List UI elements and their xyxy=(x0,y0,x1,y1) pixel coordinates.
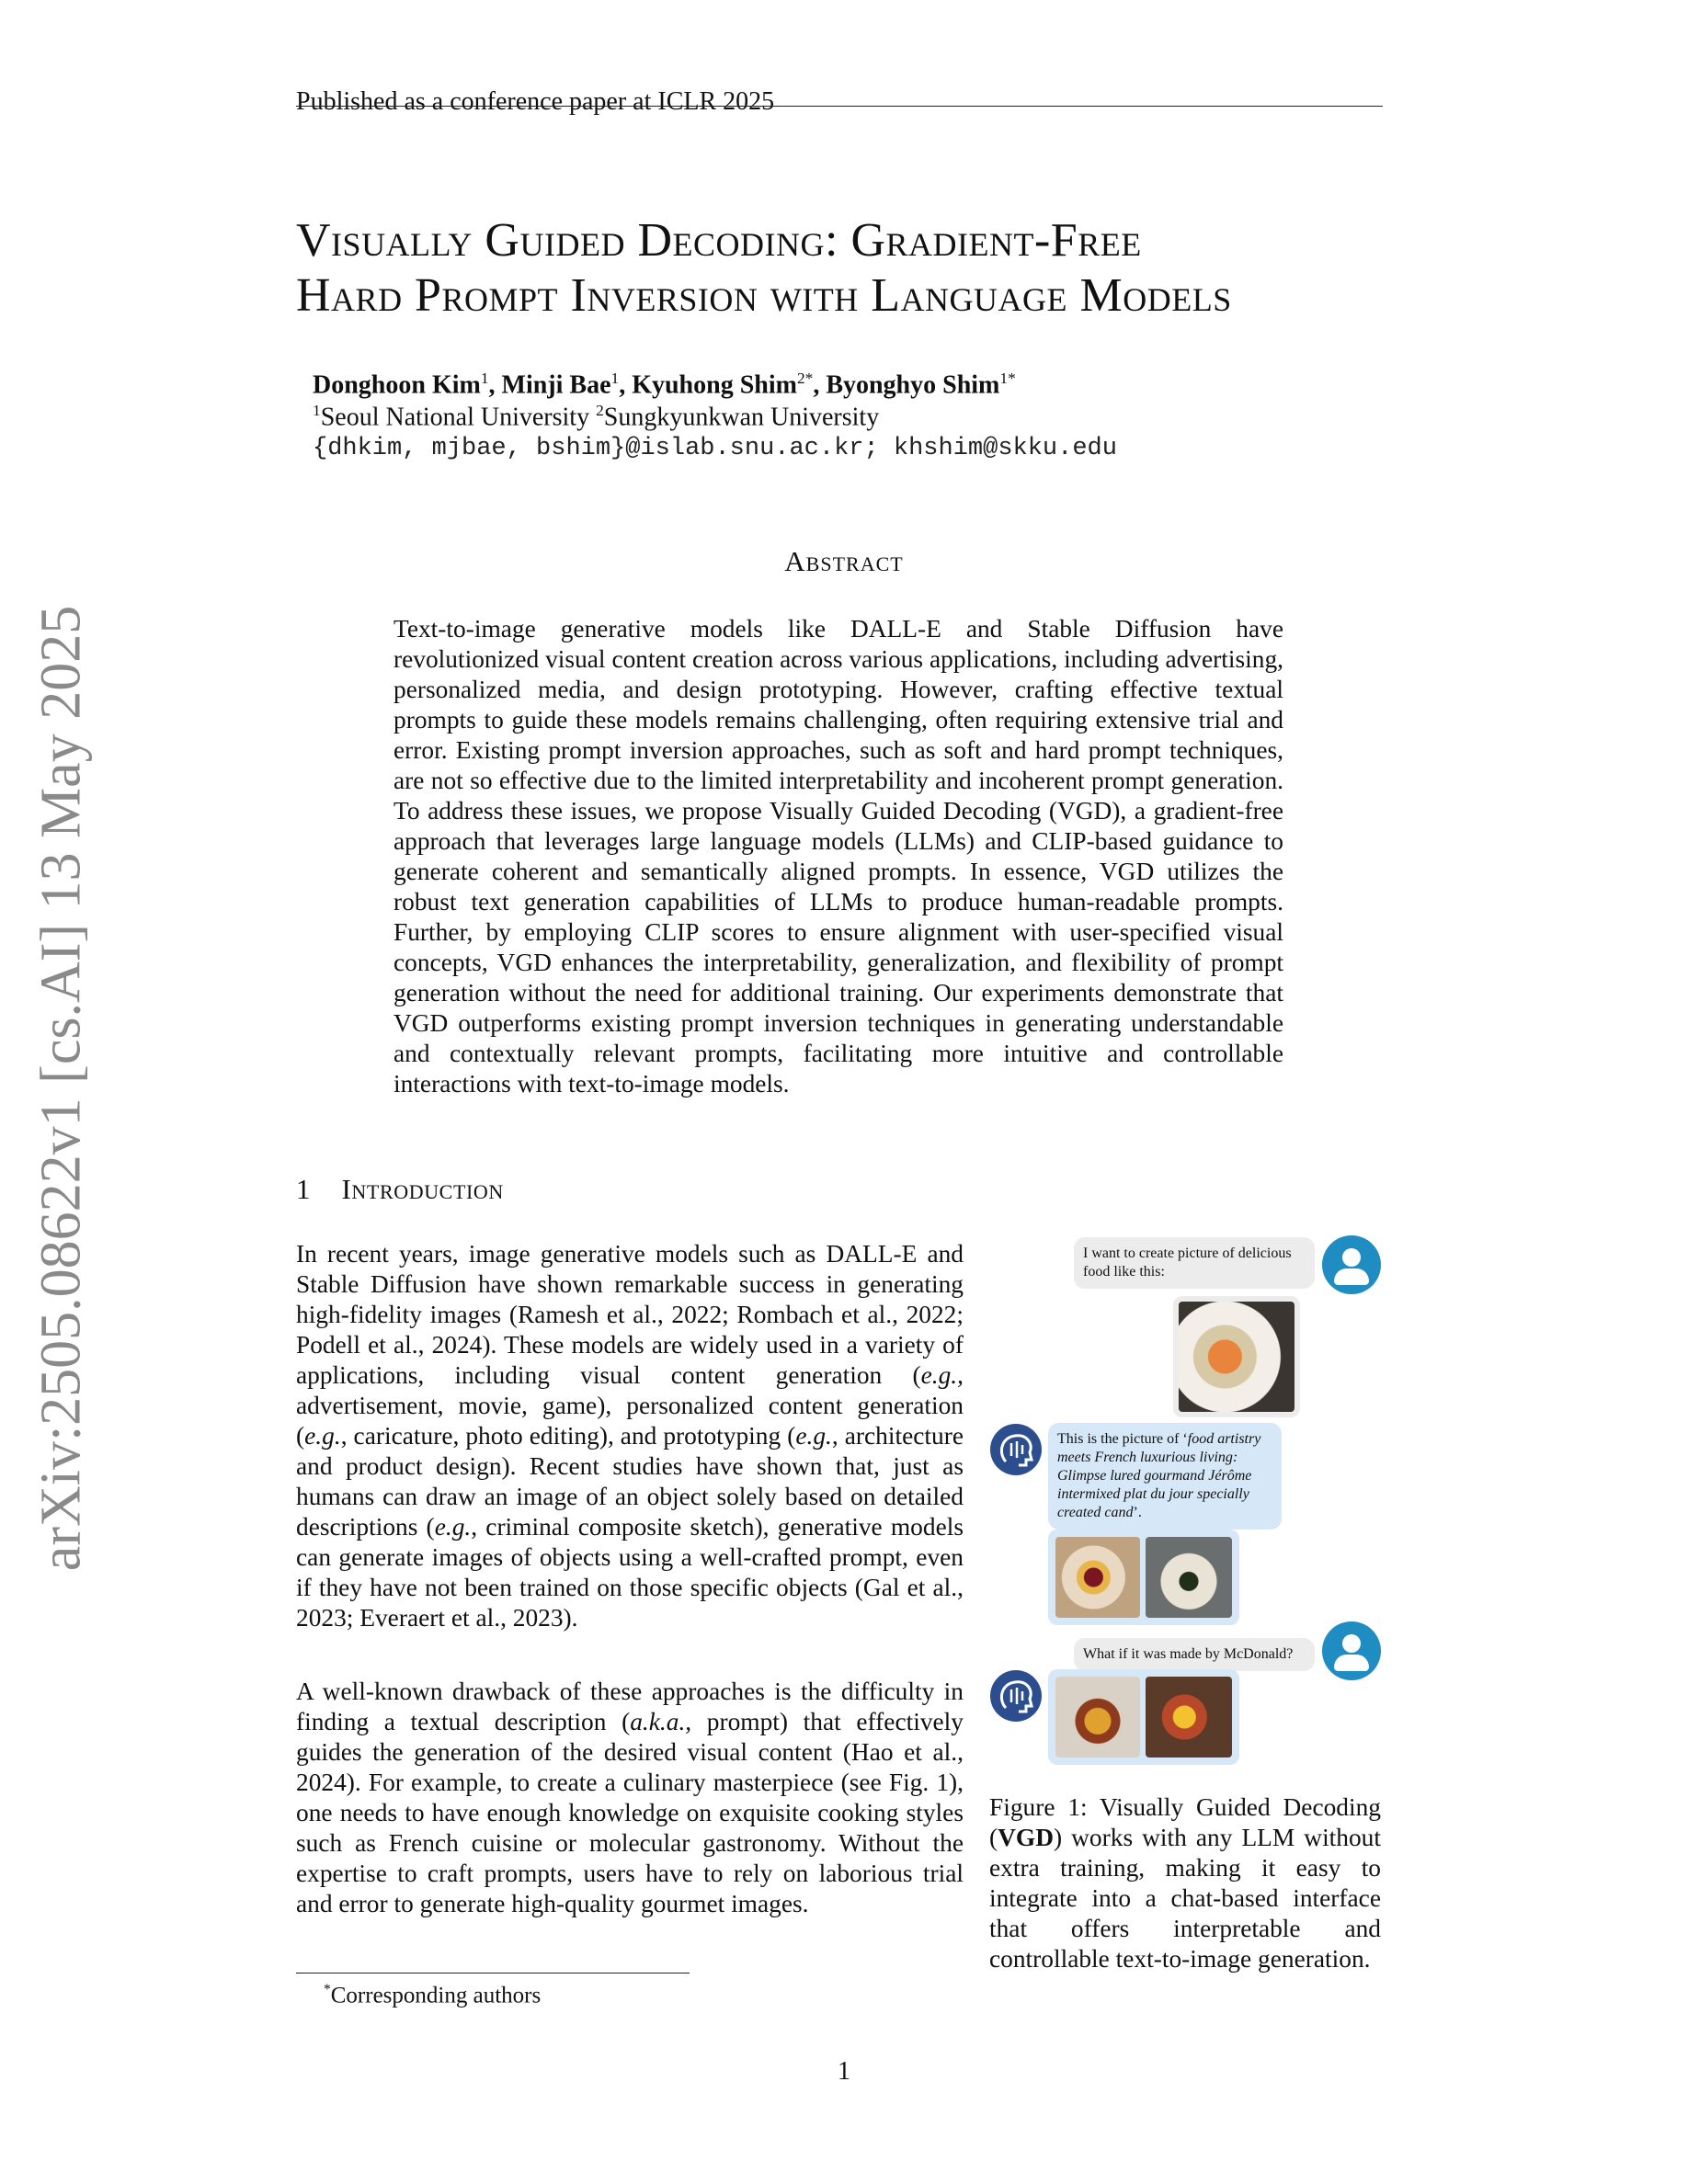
affiliations xyxy=(313,402,879,432)
author-affil-mark: 1* xyxy=(999,370,1016,387)
author-emails: {dhkim, mjbae, bshim}@islab.snu.ac.kr; khshim@skku.edu xyxy=(313,435,1117,462)
author-list: Donghoon Kim$^1$, Minji Bae$^1$, Kyuhong Shim$^{2*}$, Byonghyo Shim$^{1*}$ xyxy=(313,370,1016,400)
llm-brain-icon xyxy=(989,1669,1043,1723)
user-message-bubble: What if it was made by McDonald? xyxy=(1074,1638,1315,1671)
footnote-rule xyxy=(296,1973,690,1974)
footnote-mark: * xyxy=(324,1982,331,1997)
footnote xyxy=(324,1982,541,2008)
affil-mark: 1 xyxy=(313,402,321,419)
running-header: Published as a conference paper at ICLR 2025 xyxy=(296,87,775,116)
user-avatar-icon xyxy=(1322,1235,1381,1294)
llm-brain-icon xyxy=(989,1423,1043,1476)
llm-response-bubble: This is the picture of ‘food artistry meets French luxurious living: Glimpse lured gourmand Jérôme intermixed plat du jour specially created cand’. xyxy=(1048,1423,1282,1530)
header-rule xyxy=(296,106,1383,107)
page-number: 1 xyxy=(838,2057,850,2086)
section-heading-introduction xyxy=(296,1173,504,1206)
author-affil-mark: 1 xyxy=(480,370,489,387)
arxiv-identifier: arXiv:2505.08622v1 [cs.AI] 13 May 2025 xyxy=(29,605,93,1572)
abstract-body: Text-to-image generative models like DALL-E and Stable Diffusion have revolutionized visual content creation across various applications, including advertising, personalized media, and design prototyping. However, crafting effective textual prompts to guide these models remains challenging, often requiring extensive trial and error. Existing prompt inversion approaches, such as soft and hard prompt techniques, are not so effective due to the limited interpretability and incoherent prompt generation. To address these issues, we propose Visually Guided Decoding (VGD), a gradient-free approach that leverages large language models (LLMs) and CLIP-based guidance to generate coherent and semantically aligned prompts. In essence, VGD utilizes the robust text generation capabilities of LLMs to produce human-readable prompts. Further, by employing CLIP scores to ensure alignment with user-specified visual concepts, VGD enhances the interpretability, generalization, and flexibility of prompt generation without the need for additional training. Our experiments demonstrate that VGD outperforms existing prompt inversion techniques in generating understandable and contextually relevant prompts, facilitating more intuitive and controllable interactions with text-to-image models. xyxy=(393,615,1283,1098)
paper-title xyxy=(296,213,1399,324)
generated-food-photo xyxy=(1146,1537,1232,1618)
figure-1 xyxy=(989,1223,1385,1774)
generated-images-1 xyxy=(1048,1530,1239,1625)
title-line-1: Visually Guided Decoding: Gradient-Free xyxy=(296,214,1142,267)
affiliation-1: Seoul National University xyxy=(320,403,597,432)
figure-1-caption: Figure 1: Visually Guided Decoding (VGD) works with any LLM without extra training, making it easy to integrate into a chat-based interface that offers interpretable and controllable text-to-image generation. xyxy=(989,1793,1381,1973)
author-affil-mark: 1 xyxy=(610,370,620,387)
title-line-2: Hard Prompt Inversion with Language Models xyxy=(296,269,1232,322)
generated-images-2 xyxy=(1048,1669,1239,1765)
abstract-heading: Abstract xyxy=(784,545,904,577)
author-name: Byonghyo Shim xyxy=(826,370,1000,400)
author-name: Minji Bae xyxy=(501,370,611,400)
affiliation-2: Sungkyunkwan University xyxy=(603,403,880,432)
author-affil-mark: 2* xyxy=(796,370,814,387)
user-image-attachment xyxy=(1173,1296,1300,1417)
user-message-bubble: I want to create picture of delicious food like this: xyxy=(1074,1237,1315,1289)
intro-paragraph-2: A well-known drawback of these approaches is the difficulty in finding a textual description (a.k.a., prompt) that effectively guides the generation of the desired visual content (Hao et al., 2024). For example, to create a culinary masterpiece (see Fig. 1), one needs to have enough knowledge on exquisite cooking styles such as French cuisine or molecular gastronomy. Without the expertise to craft prompts, users have to rely on laborious trial and error to generate high-quality gourmet images. xyxy=(296,1678,964,1917)
generated-food-photo xyxy=(1055,1677,1140,1757)
intro-paragraph-1: In recent years, image generative models such as DALL-E and Stable Diffusion have shown remarkable success in generating high-fidelity images (Ramesh et al., 2022; Rombach et al., 2022; Podell et al., 2024). These models are widely used in a variety of applications, including visual content generation (e.g., advertisement, movie, game), personalized content generation (e.g., caricature, photo editing), and prototyping (e.g., architecture and product design). Recent studies have shown that, just as humans can draw an image of an object solely based on detailed descriptions (e.g., criminal composite sketch), generative models can generate images of objects using a well-crafted prompt, even if they have not been trained on those specific objects (Gal et al., 2023; Everaert et al., 2023). xyxy=(296,1240,964,1632)
affil-mark: 2 xyxy=(596,402,604,419)
reference-food-photo xyxy=(1179,1302,1295,1412)
generated-food-photo xyxy=(1055,1537,1140,1618)
author-name: Donghoon Kim xyxy=(313,370,481,400)
author-name: Kyuhong Shim xyxy=(632,370,797,400)
generated-food-photo xyxy=(1146,1677,1232,1757)
arxiv-sidebar xyxy=(29,605,94,1572)
section-title: Introduction xyxy=(341,1173,504,1205)
user-avatar-icon xyxy=(1322,1621,1381,1680)
section-number: 1 xyxy=(296,1173,311,1205)
footnote-text: Corresponding authors xyxy=(330,1983,542,2008)
